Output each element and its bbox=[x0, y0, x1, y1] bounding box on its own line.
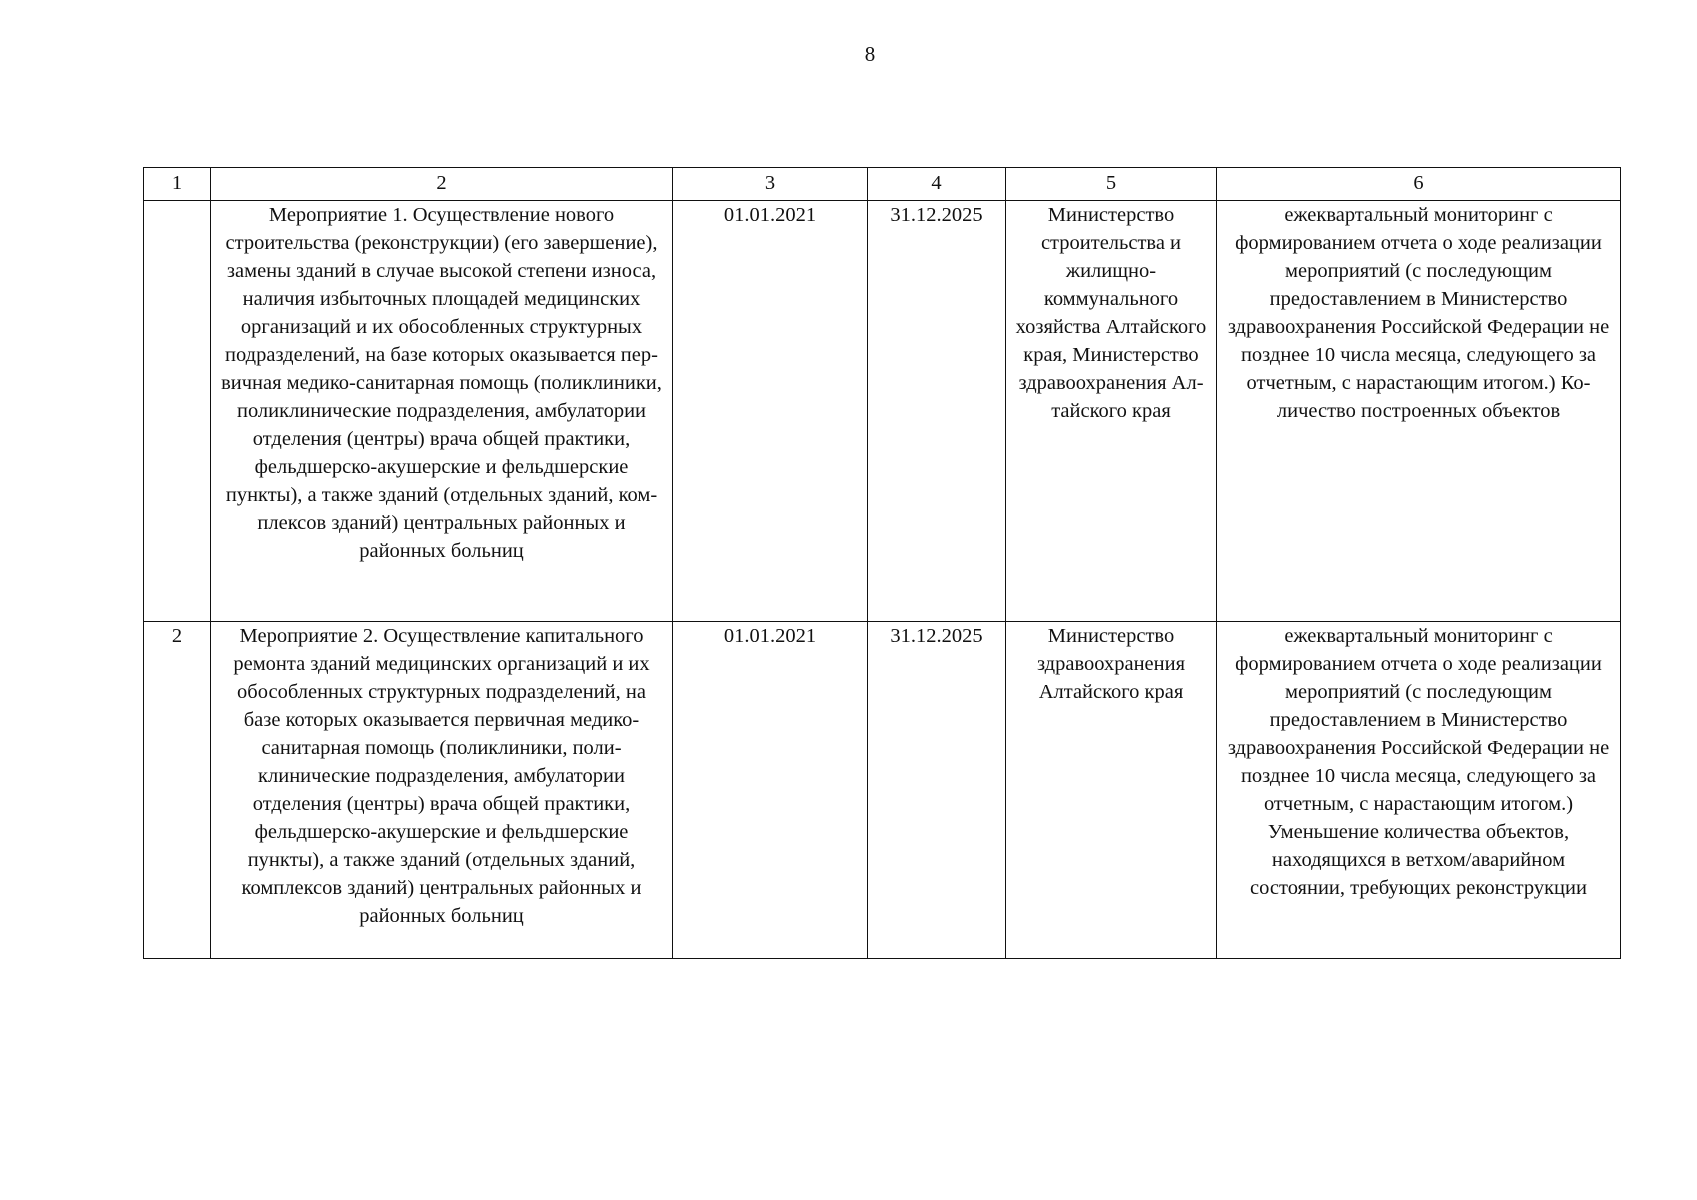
table-header bbox=[144, 168, 1621, 201]
header-col-1: 1 bbox=[144, 168, 211, 201]
header-col-6: 6 bbox=[1217, 168, 1621, 201]
header-col-2: 2 bbox=[211, 168, 673, 201]
table-row bbox=[144, 622, 1621, 959]
header-col-3: 3 bbox=[673, 168, 868, 201]
result-description: ежеквартальный мониторинг с формированием отчета о ходе реализации мероприятий (с последующим предоставлением в Министерство здравоохранения Российской Федерации не позднее 10 числа месяца, следующего за отчетным, с нарастающим итогом.) Уменьшение количества объектов, находящихся в ветхом/аварийном состоянии, требующих реконструкции bbox=[1217, 622, 1621, 959]
executor: Министерство здравоохранения Алтайского края bbox=[1006, 622, 1217, 959]
start-date: 01.01.2021 bbox=[673, 201, 868, 622]
header-col-4: 4 bbox=[868, 168, 1006, 201]
end-date: 31.12.2025 bbox=[868, 622, 1006, 959]
row-number bbox=[144, 201, 211, 622]
end-date: 31.12.2025 bbox=[868, 201, 1006, 622]
header-col-5: 5 bbox=[1006, 168, 1217, 201]
table-row bbox=[144, 201, 1621, 622]
measures-table bbox=[143, 167, 1621, 959]
start-date: 01.01.2021 bbox=[673, 622, 868, 959]
measure-description: Мероприятие 1. Осуществление нового строительства (реконструкции) (его завершение), замены зданий в случае высокой степени износа, наличия избыточных площадей медицинских организаций и их обособленных структурных подразделений, на базе которых оказывается первичная медико-санитарная помощь (поликлиники, поликлинические подразделения, амбулатории отделения (центры) врача общей практики, фельдшерско-акушерские и фельдшерские пункты), а также зданий (отдельных зданий, комплексов зданий) центральных районных и районных больниц bbox=[211, 201, 673, 622]
result-description: ежеквартальный мониторинг с формированием отчета о ходе реализации мероприятий (с последующим предоставлением в Министерство здравоохранения Российской Федерации не позднее 10 числа месяца, следующего за отчетным, с нарастающим итогом.) Количество построенных объектов bbox=[1217, 201, 1621, 622]
row-number: 2 bbox=[144, 622, 211, 959]
measure-description: Мероприятие 2. Осуществление капитального ремонта зданий медицинских организаций и их обособленных структурных подразделений, на базе которых оказывается первичная медико-санитарная помощь (поликлиники, поликлинические подразделения, амбулатории отделения (центры) врача общей практики, фельдшерско-акушерские и фельдшерские пункты), а также зданий (отдельных зданий, комплексов зданий) центральных районных и районных больниц bbox=[211, 622, 673, 959]
executor: Министерство строительства и жилищно-коммунального хозяйства Алтайского края, Министерство здравоохранения Алтайского края bbox=[1006, 201, 1217, 622]
header-row bbox=[144, 168, 1621, 201]
page-number: 8 bbox=[864, 42, 876, 66]
